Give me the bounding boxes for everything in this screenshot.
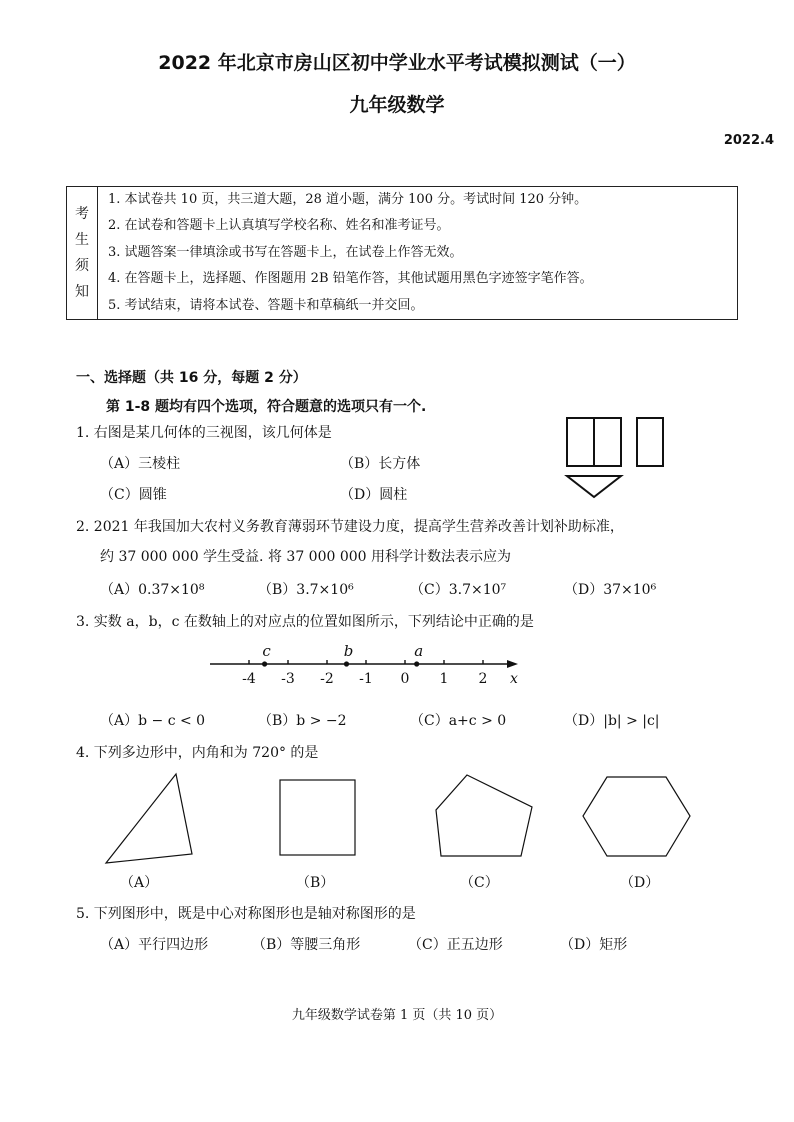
q3-option-a: （A）b − c < 0	[100, 713, 206, 729]
number-line-point-c	[262, 661, 267, 666]
q2-option-c: （C）3.7×10⁷	[410, 582, 507, 598]
q4-stem: 4. 下列多边形中，内角和为 720° 的是	[76, 745, 319, 761]
number-line-tick-label: 2	[478, 671, 488, 687]
section-instruction: 第 1-8 题均有四个选项，符合题意的选项只有一个.	[106, 399, 427, 415]
q3-option-b: （B）b > −2	[258, 713, 347, 729]
notice-items	[98, 187, 738, 320]
q5-option-b: （B）等腰三角形	[252, 937, 361, 953]
q1-option-c: （C）圆锥	[100, 487, 167, 503]
notice-item: 2. 在试卷和答题卡上认真填写学校名称、姓名和准考证号。	[108, 218, 450, 234]
notice-table	[66, 186, 738, 320]
exam-date: 2022.4	[723, 133, 774, 148]
number-line-tick-label: 1	[439, 671, 449, 687]
square-shape	[280, 780, 355, 855]
pentagon-shape	[436, 775, 532, 856]
triangle-shape	[106, 774, 192, 863]
q4-caption-c: （C）	[460, 875, 499, 891]
q3-option-c: （C）a+c > 0	[410, 713, 507, 729]
side-view	[637, 418, 663, 466]
number-line-tick-label: -2	[320, 671, 334, 687]
number-line-tick-label: -1	[359, 671, 373, 687]
q2-option-a: （A）0.37×10⁸	[100, 582, 205, 598]
page-footer: 九年级数学试卷第 1 页（共 10 页）	[291, 1008, 503, 1023]
number-line-point-label-c: c	[262, 642, 271, 660]
number-line-figure	[205, 640, 535, 690]
number-line-axis-label: x	[510, 671, 518, 687]
notice-item: 5. 考试结束，请将本试卷、答题卡和草稿纸一并交回。	[108, 297, 424, 313]
polygons-figure	[95, 770, 705, 870]
number-line-point-label-a: a	[414, 642, 424, 660]
hexagon-shape	[583, 777, 690, 856]
exam-title: 2022 年北京市房山区初中学业水平考试模拟测试（一）	[158, 52, 636, 74]
notice-item: 1. 本试卷共 10 页，共三道大题，28 道小题，满分 100 分。考试时间 120 分钟。	[108, 192, 588, 207]
q3-stem: 3. 实数 a，b，c 在数轴上的对应点的位置如图所示，下列结论中正确的是	[76, 614, 534, 630]
number-line-point-label-b: b	[343, 642, 354, 660]
q1-option-d: （D）圆柱	[340, 487, 408, 503]
notice-label-char: 知	[75, 283, 89, 300]
q5-option-d: （D）矩形	[560, 937, 628, 953]
q3-option-d: （D）|b| > |c|	[564, 713, 660, 729]
q2-stem-line2: 约 37 000 000 学生受益. 将 37 000 000 用科学计数法表示应为	[100, 549, 512, 565]
q2-stem-line1: 2. 2021 年我国加大农村义务教育薄弱环节建设力度，提高学生营养改善计划补助标准，	[76, 519, 624, 535]
section-heading: 一、选择题（共 16 分，每题 2 分）	[76, 370, 307, 386]
notice-label-char: 须	[75, 257, 89, 274]
notice-label	[67, 187, 98, 320]
q5-option-c: （C）正五边形	[408, 937, 503, 953]
q4-caption-d: （D）	[620, 875, 660, 891]
notice-label-char: 生	[75, 231, 89, 248]
number-line-tick-label: 0	[400, 671, 410, 687]
notice-item: 4. 在答题卡上，选择题、作图题用 2B 铅笔作答，其他试题用黑色字迹签字笔作答。	[108, 271, 593, 287]
q5-option-a: （A）平行四边形	[100, 937, 209, 953]
notice-item: 3. 试题答案一律填涂或书写在答题卡上，在试卷上作答无效。	[108, 244, 463, 260]
exam-subtitle: 九年级数学	[349, 94, 445, 116]
q1-option-a: （A）三棱柱	[100, 456, 181, 472]
q5-stem: 5. 下列图形中，既是中心对称图形也是轴对称图形的是	[76, 906, 416, 922]
number-line-arrow	[507, 660, 518, 668]
three-views-figure	[560, 412, 670, 502]
q2-option-d: （D）37×10⁶	[564, 582, 657, 598]
number-line-tick-label: -3	[281, 671, 295, 687]
q4-caption-b: （B）	[296, 875, 335, 891]
q4-caption-a: （A）	[120, 875, 159, 891]
notice-label-char: 考	[75, 205, 89, 222]
number-line-point-a	[414, 661, 419, 666]
q2-option-b: （B）3.7×10⁶	[258, 582, 354, 598]
number-line-point-b	[344, 661, 349, 666]
q1-stem: 1. 右图是某几何体的三视图，该几何体是	[76, 425, 332, 441]
q1-option-b: （B）长方体	[340, 456, 421, 472]
top-view	[567, 476, 621, 497]
number-line-tick-label: -4	[242, 671, 256, 687]
